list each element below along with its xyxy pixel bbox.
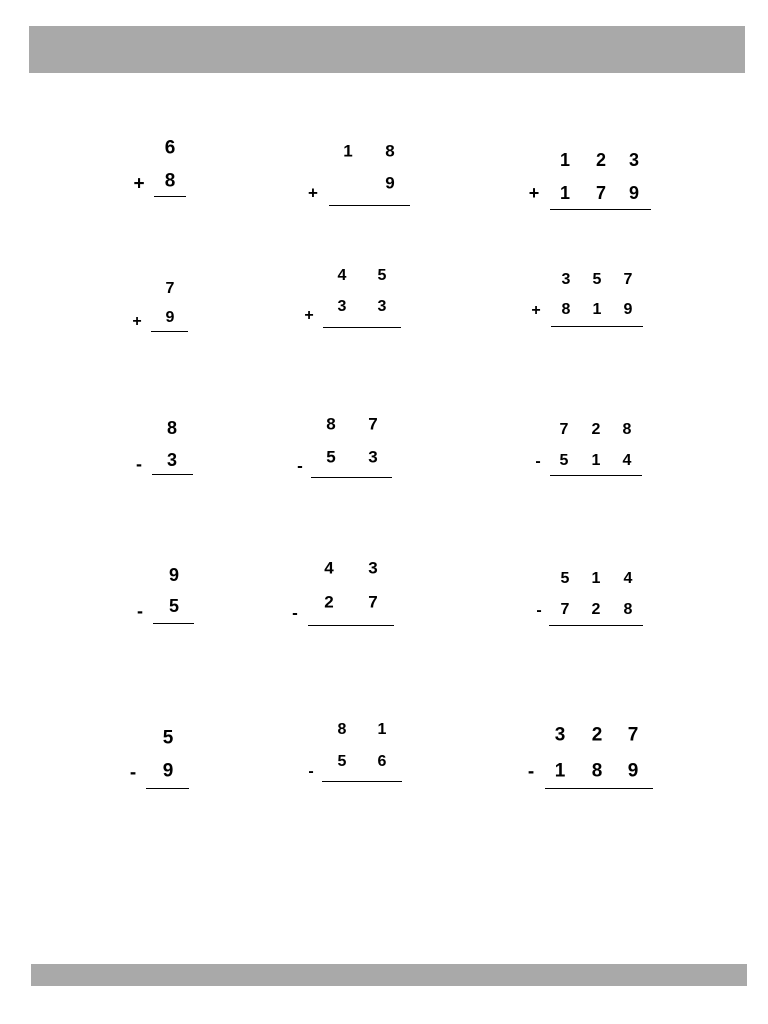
bottom-digit: 9: [623, 301, 633, 318]
top-digit: 7: [165, 280, 175, 297]
top-digit: 5: [162, 727, 174, 749]
bottom-digit: 9: [165, 309, 175, 326]
top-digit: 4: [623, 570, 633, 587]
top-digit: 8: [337, 721, 347, 738]
top-digit: 4: [324, 558, 334, 578]
top-digit: 2: [591, 724, 603, 746]
operator-sign: -: [292, 603, 298, 623]
bottom-digit: 8: [164, 170, 176, 192]
bottom-digit: 3: [377, 298, 387, 315]
bottom-digit: 3: [166, 450, 178, 470]
top-digit: 8: [622, 421, 632, 438]
operator-sign: +: [304, 307, 314, 324]
operator-sign: -: [536, 602, 542, 619]
operator-sign: -: [137, 601, 143, 621]
bottom-digit: 3: [337, 298, 347, 315]
bottom-digit: 9: [627, 760, 639, 782]
bottom-digit: 1: [592, 301, 602, 318]
operator-sign: +: [133, 173, 145, 195]
top-digit: 3: [554, 724, 566, 746]
bottom-digit: 1: [559, 183, 571, 203]
bottom-digit: 9: [162, 760, 174, 782]
top-digit: 6: [164, 137, 176, 159]
bottom-digit: 3: [368, 447, 378, 467]
top-digit: 5: [560, 570, 570, 587]
answer-line: [549, 625, 643, 626]
answer-line: [323, 327, 401, 328]
bottom-digit: 7: [368, 592, 378, 612]
top-digit: 3: [561, 271, 571, 288]
bottom-digit: 6: [377, 753, 387, 770]
footer-bar: [31, 964, 747, 986]
bottom-digit: 7: [595, 183, 607, 203]
bottom-digit: 5: [168, 596, 180, 616]
top-digit: 3: [628, 150, 640, 170]
top-digit: 2: [595, 150, 607, 170]
operator-sign: -: [527, 761, 535, 783]
operator-sign: +: [308, 183, 318, 203]
operator-sign: +: [528, 183, 540, 203]
answer-line: [329, 205, 410, 206]
top-digit: 7: [627, 724, 639, 746]
bottom-digit: 5: [337, 753, 347, 770]
answer-line: [550, 475, 642, 476]
bottom-digit: 4: [622, 452, 632, 469]
answer-line: [153, 623, 194, 624]
top-digit: 1: [559, 150, 571, 170]
operator-sign: +: [132, 313, 142, 330]
bottom-digit: 8: [591, 760, 603, 782]
bottom-digit: 8: [623, 601, 633, 618]
answer-line: [151, 331, 188, 332]
bottom-digit: 7: [560, 601, 570, 618]
bottom-digit: 9: [385, 173, 395, 193]
top-digit: 5: [377, 267, 387, 284]
top-digit: 8: [385, 141, 395, 161]
answer-line: [308, 625, 394, 626]
operator-sign: -: [535, 453, 541, 470]
operator-sign: -: [297, 456, 303, 476]
top-digit: 7: [623, 271, 633, 288]
top-digit: 7: [559, 421, 569, 438]
bottom-digit: 2: [591, 601, 601, 618]
bottom-digit: 5: [326, 447, 336, 467]
answer-line: [545, 788, 653, 789]
top-digit: 5: [592, 271, 602, 288]
bottom-digit: 9: [628, 183, 640, 203]
operator-sign: -: [129, 762, 137, 784]
bottom-digit: 1: [554, 760, 566, 782]
operator-sign: -: [308, 763, 314, 780]
answer-line: [551, 326, 643, 327]
bottom-digit: 1: [591, 452, 601, 469]
top-digit: 7: [368, 414, 378, 434]
top-digit: 2: [591, 421, 601, 438]
operator-sign: -: [136, 454, 142, 474]
operator-sign: +: [531, 302, 541, 319]
answer-line: [146, 788, 189, 789]
top-digit: 9: [168, 565, 180, 585]
top-digit: 1: [377, 721, 387, 738]
top-digit: 3: [368, 558, 378, 578]
top-digit: 1: [343, 141, 353, 161]
answer-line: [311, 477, 392, 478]
answer-line: [152, 474, 193, 475]
top-digit: 8: [166, 418, 178, 438]
bottom-digit: 8: [561, 301, 571, 318]
answer-line: [550, 209, 651, 210]
header-bar: [29, 26, 745, 73]
answer-line: [154, 196, 186, 197]
answer-line: [322, 781, 402, 782]
top-digit: 8: [326, 414, 336, 434]
bottom-digit: 5: [559, 452, 569, 469]
bottom-digit: 2: [324, 592, 334, 612]
top-digit: 1: [591, 570, 601, 587]
top-digit: 4: [337, 267, 347, 284]
